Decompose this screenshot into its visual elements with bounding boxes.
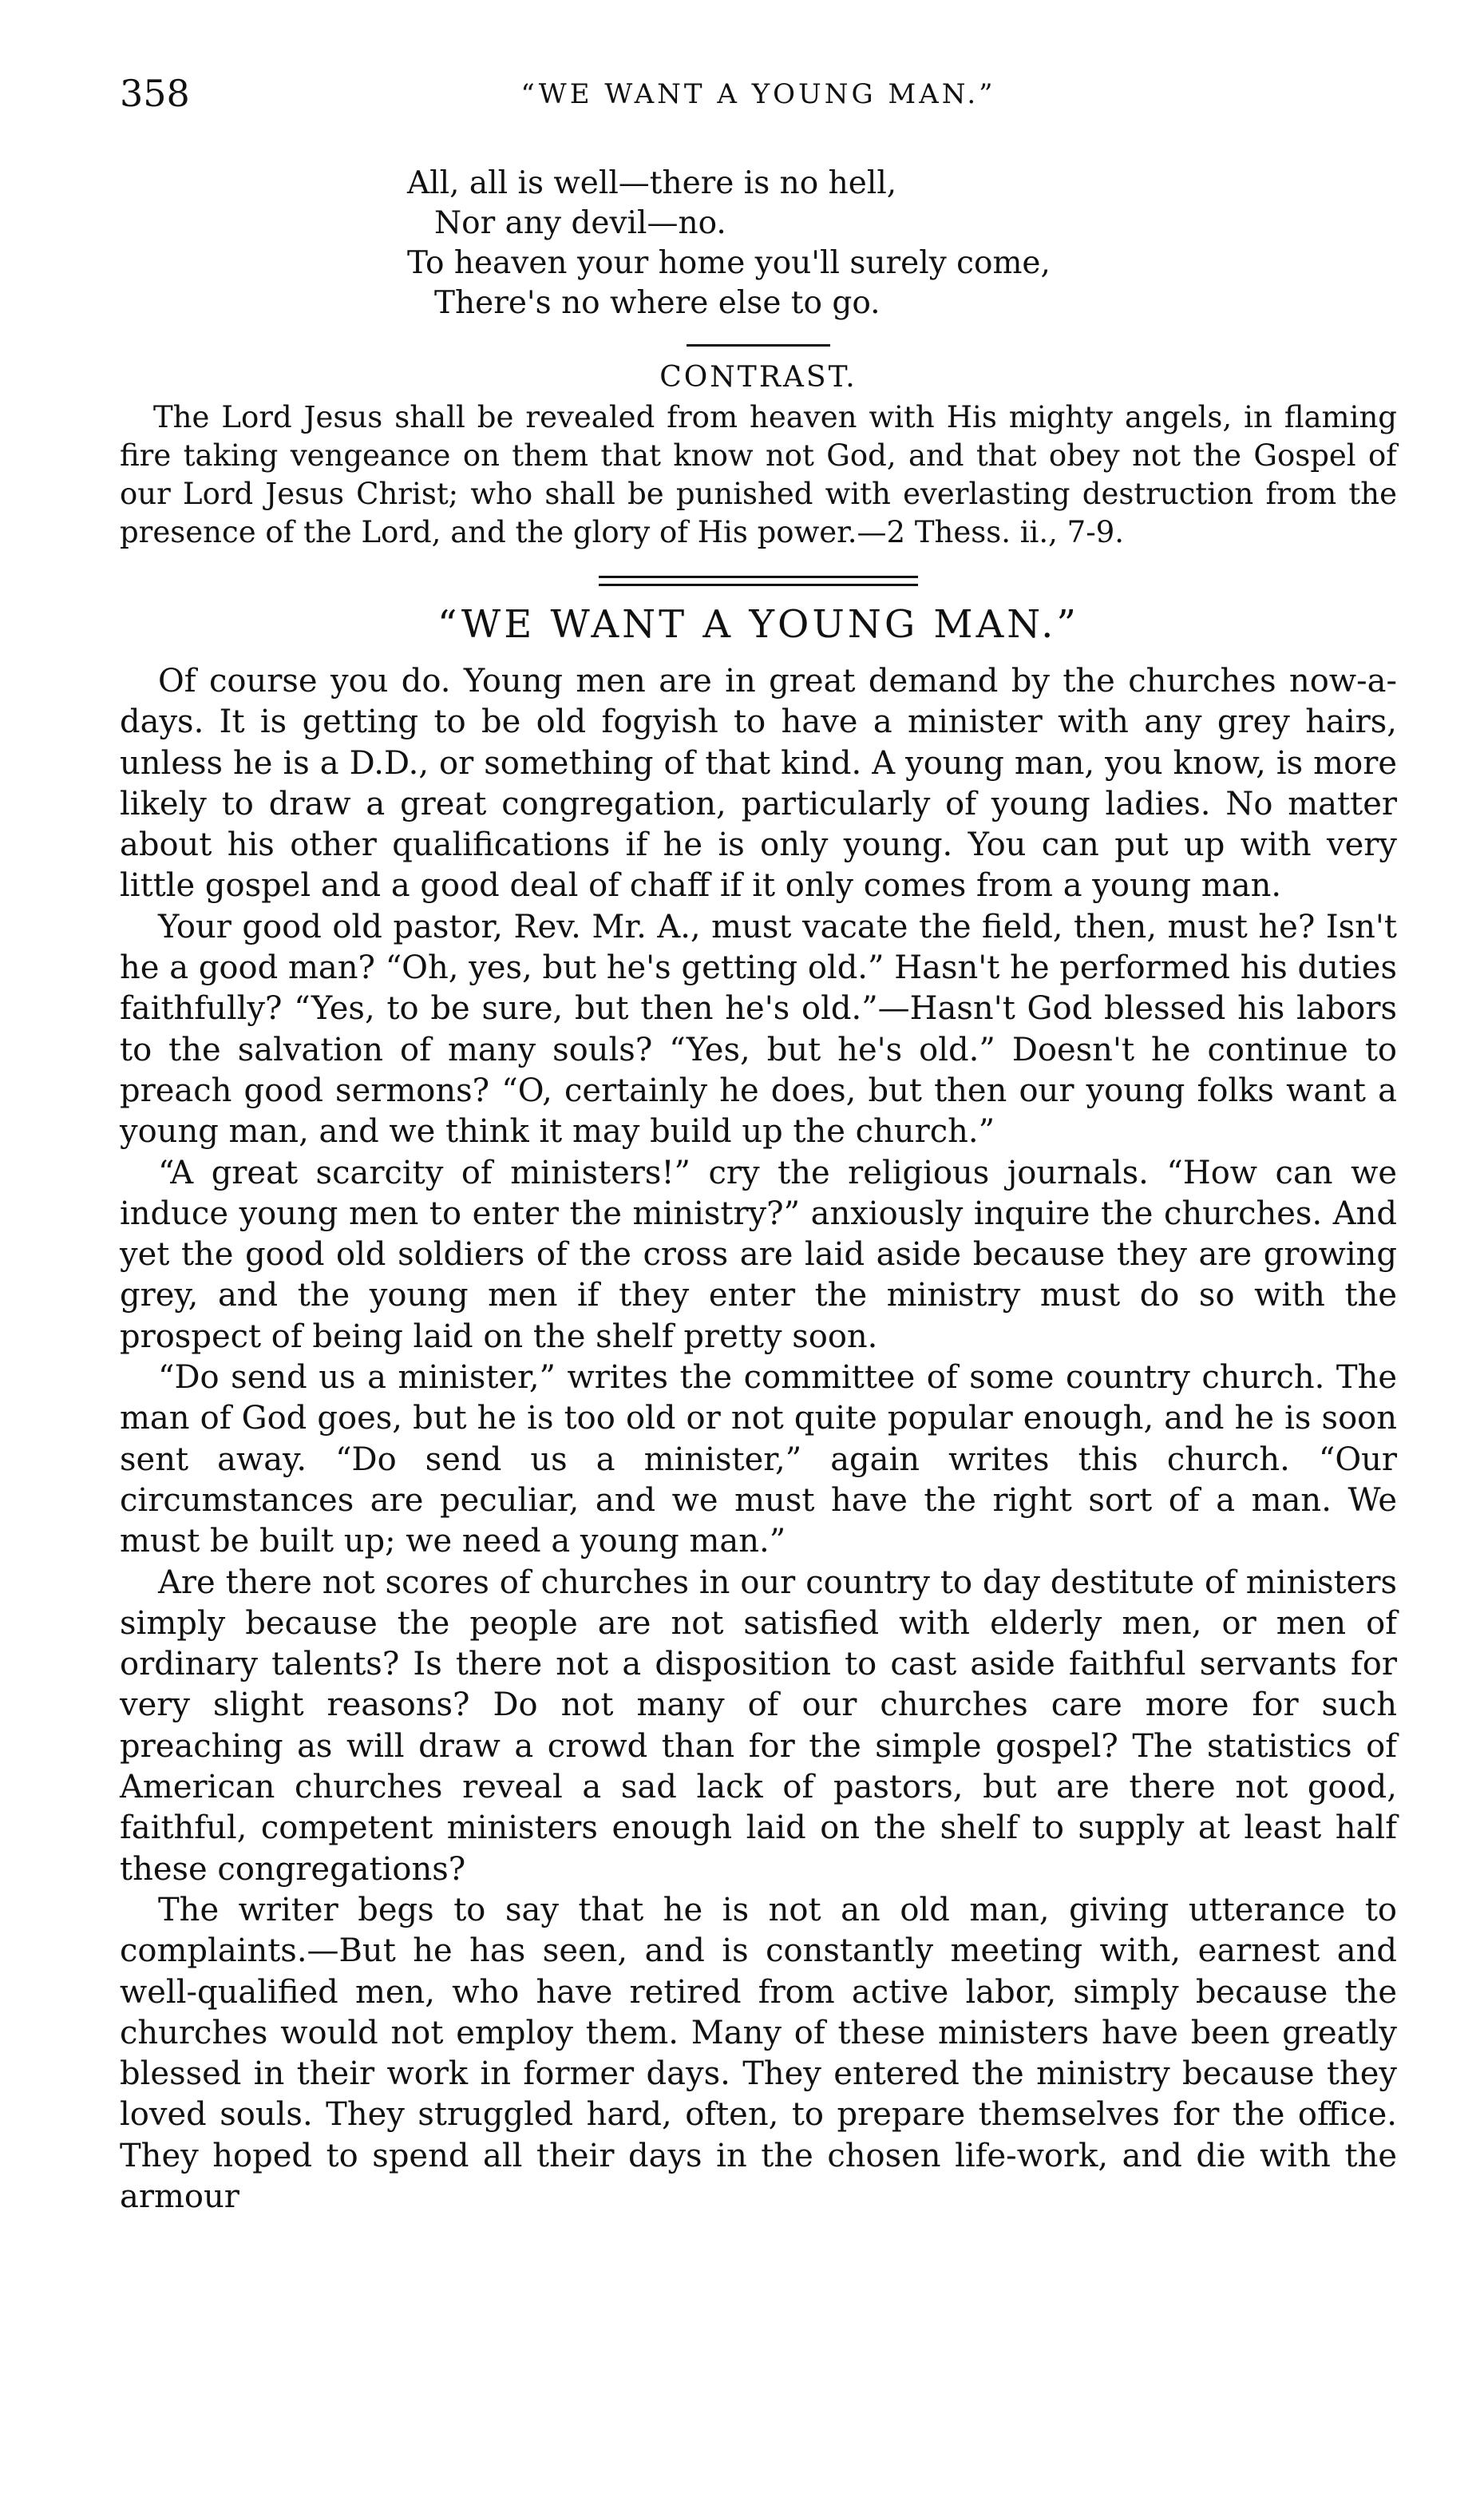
contrast-scripture: The Lord Jesus shall be revealed from heaven with His mighty angels, in flaming fire taking vengeance on them that know not God, and that obey not the Gospel of our Lord Jesus Christ; who shall be punished with everlasting destruction from the presence of the Lord, and the glory of His power.—2 Thess. ii., 7-9. xyxy=(120,400,1397,549)
poem-line: To heaven your home you'll surely come, xyxy=(407,245,1051,281)
article-body xyxy=(120,661,1397,2218)
contrast-heading: CONTRAST. xyxy=(659,361,857,394)
poem xyxy=(407,164,1397,323)
poem-line: Nor any devil—no. xyxy=(434,205,726,241)
article-paragraph: Are there not scores of churches in our country to day destitute of ministers simply because the people are not satisfied with elderly men, or men of ordinary talents? Is there not a disposition to cast aside faithful servants for very slight reasons? Do not many of our churches care more for such preaching as will draw a crowd than for the simple gospel? The statistics of American churches reveal a sad lack of pastors, but are there not good, faithful, competent ministers enough laid on the shelf to supply at least half these congregations? xyxy=(120,1564,1397,1888)
poem-line: All, all is well—there is no hell, xyxy=(407,165,897,201)
article-title: “WE WANT A YOUNG MAN.” xyxy=(437,602,1079,647)
article-paragraph: Of course you do. Young men are in great demand by the churches now-a-days. It is getting to be old fogyish to have a minister with any grey hairs, unless he is a D.D., or something of that kind. A young man, you know, is more likely to draw a great congregation, particularly of young ladies. No matter about his other qualifications if he is only young. You can put up with very little gospel and a good deal of chaff if it only comes from a young man. xyxy=(120,663,1397,905)
section-divider xyxy=(687,344,830,347)
article-paragraph: “A great scarcity of ministers!” cry the religious journals. “How can we induce young men to enter the ministry?” anxiously inquire the churches. And yet the good old soldiers of the cross are laid aside because they are growing grey, and the young men if they enter the ministry must do so with the prospect of being laid on the shelf pretty soon. xyxy=(120,1154,1397,1355)
article-paragraph: “Do send us a minister,” writes the committee of some country church. The man of God goes, but he is too old or not quite popular enough, and he is soon sent away. “Do send us a minister,” again writes this church. “Our circumstances are peculiar, and we must have the right sort of a man. We must be built up; we need a young man.” xyxy=(120,1359,1397,1560)
page-number: 358 xyxy=(120,72,190,115)
running-head xyxy=(120,72,1397,120)
article-paragraph: Your good old pastor, Rev. Mr. A., must vacate the field, then, must he? Isn't he a good man? “Oh, yes, but he's getting old.” Hasn't he performed his duties faithfully? “Yes, to be sure, but then he's old.”—Hasn't God blessed his labors to the salvation of many souls? “Yes, but he's old.” Doesn't he continue to preach good sermons? “O, certainly he does, but then our young folks want a young man, and we think it may build up the church.” xyxy=(120,908,1397,1151)
running-title: “WE WANT A YOUNG MAN.” xyxy=(520,78,996,110)
book-page xyxy=(120,72,1397,2218)
poem-line: There's no where else to go. xyxy=(434,285,881,321)
article-paragraph: The writer begs to say that he is not an old man, giving utterance to complaints.—But he has seen, and is constantly meeting with, earnest and well-qualified men, who have retired from active labor, simply because the churches would not employ them. Many of these ministers have been greatly blessed in their work in former days. They entered the ministry because they loved souls. They struggled hard, often, to prepare themselves for the office. They hoped to spend all their days in the chosen life-work, and die with the armour xyxy=(120,1891,1397,2215)
double-rule-divider xyxy=(599,576,918,586)
